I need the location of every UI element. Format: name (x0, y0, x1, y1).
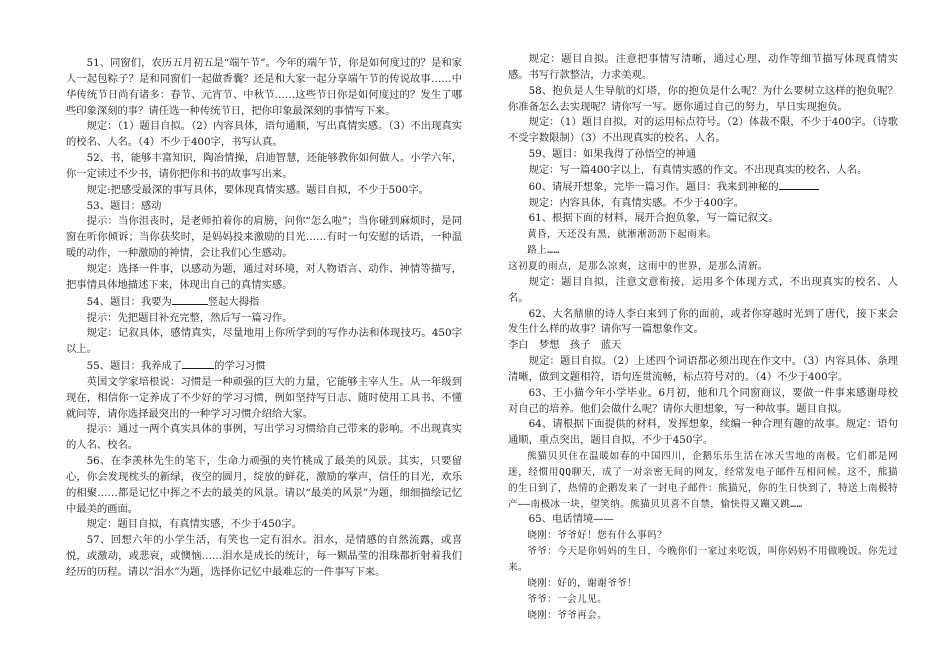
paragraph-q65a: 晓刚：爷爷好！您有什么事吗？ (527, 530, 668, 542)
paragraph-q64: 64、请根据下面提供的材料，发挥想象，续编一种合理有趣的故事。规定：语句通顺，重点突出，题目自拟，不少于450字。 (508, 418, 898, 447)
paragraph-q55r: 提示：通过一两个真实具体的事例，写出学习习惯给自己带来的影响。不出现真实的人名、校名。 (66, 423, 462, 452)
paragraph-q53h: 提示：当你沮丧时，是老师拍着你的肩膀，问你“怎么啦”；当你碰到麻烦时，是同窗在听你倾诉；当你获奖时，是妈妈投来激励的目光……有时一句安慰的话语，一种温暖的动作，一种激励的神情，会让我们心生感动。 (66, 215, 462, 260)
paragraph-q54r: 规定：记叙具体，感情真实，尽量地用上你所学到的写作办法和体现技巧。450字以上。 (66, 327, 462, 356)
paragraph-q57: 57、回想六年的小学生活，有笑也一定有泪水。泪水，是情感的自然流露，或喜悦，或激动，或悲哀，或懊恼……泪水是成长的统计，每一颗晶莹的泪珠都折射着我们经历的历程。请以“泪水”为题，选择你记忆中最难忘的一件事写下来。 (66, 534, 462, 578)
paragraph-q60 (508, 179, 898, 196)
paragraph-q59: 59、题目：如果我得了孙悟空的神通 (528, 148, 697, 161)
paragraph-q62r: 规定：题目自拟。（2）上述四个词语都必须出现在作文中。（3）内容具体、条理清晰，做到文题相符，语句连贯流畅，标点符号对的。（4）不少于400字。 (508, 355, 898, 383)
paragraph-q53: 53、题目：感动 (86, 199, 162, 212)
paragraph-q54h: 提示：先把题目补充完整，然后写一篇习作。 (86, 311, 293, 324)
paragraph-q62: 62、大名鼎鼎的诗人李白来到了你的面前，或者你穿越时光到了唐代，接下来会发生什么样的故事？请你写一篇想象作文。 (508, 307, 898, 336)
paragraph-q65b: 爷爷：今天是你妈妈的生日，今晚你们一家过来吃饭，叫你妈妈不用做晚饭。你先过来。 (508, 546, 898, 573)
paragraph-q65d: 爷爷：一会儿见。 (527, 593, 608, 605)
prompt-text-end: 竖起大拇指 (207, 295, 260, 308)
paragraph-q55h: 英国文学家培根说：习惯是一种顽强的巨大的力量，它能够主宰人生。从一年级到现在，相信你一定养成了不少好的学习习惯，例如坚持写日志、随时使用工具书、不懂就问等，请你选择最突出的一种学习习惯介绍给大家。 (66, 375, 462, 420)
paragraph-q61m3: 这初夏的雨点，是那么凉爽，这雨中的世界，是那么清新。 (508, 260, 768, 272)
paragraph-q53r: 规定：选择一件事，以感动为题，通过对环境，对人物语言、动作、神情等描写，把事情具体地描述下来，体现出自己的真情实感。 (66, 262, 462, 291)
left-column (66, 56, 462, 581)
paragraph-q61m1: 黄昏，天还没有黑，就淅淅沥沥下起雨来。 (527, 229, 718, 241)
paragraph-q52: 52、书，能够丰富知识，陶冶情操，启迪智慧，还能够教你如何做人。小学六年，你一定读过不少书，请你把你和书的故事写出来。 (66, 152, 462, 180)
paragraph-q56r: 规定：题目自拟，有真情实感，不少于450字。 (86, 518, 302, 531)
paragraph-q62w: 李白 梦想 孩子 蓝天 (508, 339, 622, 352)
paragraph-q61m2: 路上…… (527, 245, 560, 257)
paragraph-q59r: 规定：写一篇400字以上，有真情实感的作文。不出现真实的校名、人名。 (528, 163, 868, 176)
paragraph-q58: 58、抱负是人生导航的灯塔，你的抱负是什么呢？为什么要树立这样的抱负呢？你准备怎么去实现呢？请你写一写。愿你通过自己的努力，早日实现抱负。 (508, 84, 898, 113)
paragraph-q65: 65、电话情境—— (528, 513, 614, 526)
paragraph-q57r: 规定：题目自拟。注意把事情写清晰，通过心理、动作等细节描写体现真情实感。书写行款整洁，力求美观。 (508, 53, 898, 81)
paragraph-q52r: 规定:把感受最深的事写具体，要体现真情实感。题目自拟，不少于500字。 (86, 183, 429, 196)
paragraph-q64m: 熊猫贝贝住在温暖如春的中国四川，企鹅乐乐生活在冰天雪地的南极。它们都是网迷，经惯用QQ聊天，成了一对亲密无间的网友，经常发电子邮件互相问候。这不，熊猫的生日到了，热情的企鹅发来了一封电子邮件：熊猫兄，你的生日快到了，特送上南极特产——南极冰一块，望笑纳。熊猫贝贝喜不自禁，愉快得又蹦又跳…… (508, 451, 898, 510)
fill-blank-line (182, 358, 214, 369)
paragraph-q56: 56、在李羡林先生的笔下，生命力顽强的夹竹桃成了最美的风景。其实，只要留心，你会发现枕头的新绿，夜空的圆月，绽放的鲜花，激励的掌声，信任的目光，欢乐的相聚……都是记忆中挥之不去的最美的风景。请以“最美的风景”为题，细细描绘记忆中最美的画面。 (66, 455, 462, 515)
paragraph-q60r: 规定：内容具体，有真情实感。不少于400字。 (528, 196, 744, 209)
right-column (508, 52, 898, 623)
paragraph-q51r: 规定：（1）题目自拟。（2）内容具体，语句通顺，写出真情实感。（3）不出现真实的校名、人名。（4）不少于400字，书写认真。 (66, 120, 462, 149)
paragraph-q54 (66, 294, 462, 311)
fill-blank-line (172, 294, 208, 305)
paragraph-q63: 63、王小猫今年小学毕业。6月初，他和几个同窗商议，要做一件事来感谢母校对自己的培养。他们会做什么呢？请你大胆想象，写一种故事。题目自拟。 (508, 386, 898, 415)
paragraph-q51: 51、同窗们，农历五月初五是“端午节”。今年的端午节，你是如何度过的？是和家人一起包粽子？是和同窗们一起做香囊？还是和大家一起分享端午节的传说故事……中华传统节日尚有诸多：春节、元宵节、中秋节……这些节日你是如何度过的？发生了哪些印象深刻的事？请任选一种传统节日，把你印象最深刻的事情写下来。 (66, 57, 462, 117)
fill-blank-line (779, 179, 819, 190)
paragraph-q65e: 晓刚：爷爷再会。 (527, 609, 608, 621)
prompt-text: 54、题目：我要为 (86, 295, 172, 308)
paragraph-q65c: 晓刚：好的，谢谢爷爷！ (527, 577, 638, 589)
prompt-text-end: 的学习习惯 (214, 360, 266, 373)
paragraph-q61: 61、根据下面的材料，展开合抱负象，写一篇记叙文。 (528, 212, 779, 225)
paragraph-q55 (66, 358, 462, 375)
prompt-text: 55、题目：我养成了 (86, 360, 183, 373)
paragraph-q61r: 规定：题目自拟，注意文意衔接，运用多个体现方式，不出现真实的校名、人名。 (508, 275, 898, 304)
prompt-text: 60、请展开想象，完毕一篇习作。题目：我来到神秘的 (528, 180, 779, 193)
paragraph-q58r: 规定：（1）题目自拟，对的运用标点符号。（2）体裁不限，不少于400字。（诗歌不受字数限制）（3）不出现真实的校名、人名。 (508, 116, 898, 145)
